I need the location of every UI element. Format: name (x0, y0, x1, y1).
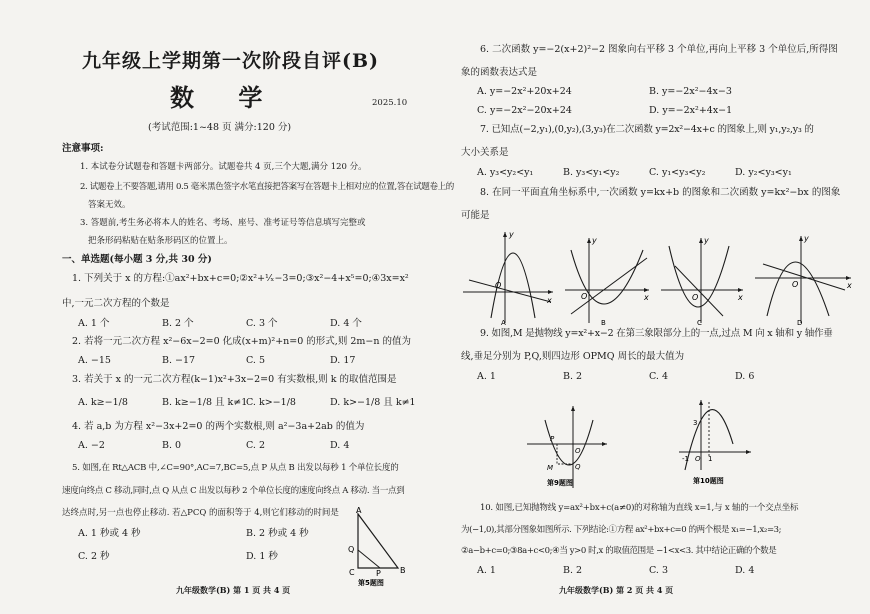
q9-option-b: B. 2 (563, 371, 583, 382)
q4-option-b: B. 0 (162, 440, 182, 451)
q9-option-d: D. 6 (735, 371, 755, 382)
question-6: 6. 二次函数 y=−2(x+2)²−2 图象向右平移 3 个单位,再向上平移 3 个单位后,所得图 (480, 44, 838, 55)
q3-option-a: A. k≥−1/8 (78, 397, 128, 408)
q7-option-c: C. y₁<y₃<y₂ (649, 167, 706, 178)
fig10-label-neg1: -1 (682, 455, 689, 463)
exam-scope: (考试范围:1~48 页 满分:120 分) (148, 122, 292, 133)
q3-option-c: C. k>−1/8 (246, 397, 296, 408)
graph-c-x-label: x (738, 293, 743, 302)
q4-option-c: C. 2 (246, 440, 266, 451)
fig9-label-p: P (550, 435, 555, 443)
graph-d-origin-label: O (792, 280, 799, 289)
fig5-label-c: C (349, 568, 355, 577)
fig5-label-b: B (400, 566, 406, 575)
question-10c: ②a−b+c=0;③8a+c<0;④当 y>0 时,x 的取值范围是 −1<x<3. 其中结论正确的个数是 (461, 546, 777, 556)
q2-option-d: D. 17 (330, 355, 356, 366)
fig9-caption: 第9题图 (547, 479, 573, 487)
q1-option-a: A. 1 个 (78, 318, 110, 329)
q9-option-c: C. 4 (649, 371, 669, 382)
question-5b: 速度向终点 C 移动,同时,点 Q 从点 C 出发以每秒 2 个单位长度的速度向终点 A 移动. 当一点到 (62, 486, 405, 496)
subject-title: 数 学 (170, 83, 281, 112)
graph-b-y-label: y (592, 236, 597, 245)
q10-option-b: B. 2 (563, 565, 583, 576)
notice-2: 2. 试题卷上不要答题,请用 0.5 毫米黑色签字水笔直接把答案写在答题卡上相对应的位置,答在试题卷上的 (80, 182, 454, 192)
question-10: 10. 如图,已知抛物线 y=ax²+bx+c(a≠0)的对称轴为直线 x=1,与 x 轴的一个交点坐标 (480, 503, 799, 513)
fig9-label-o: O (575, 447, 581, 455)
q7-option-a: A. y₃<y₂<y₁ (477, 167, 534, 178)
exam-date: 2025.10 (372, 98, 408, 108)
q6-option-a: A. y=−2x²+20x+24 (477, 86, 572, 97)
graph-c-origin-label: O (692, 293, 699, 302)
graph-d-x-label: x (847, 281, 852, 290)
graph-a (463, 230, 553, 326)
graph-c (661, 236, 743, 326)
fig5-label-a: A (356, 506, 362, 515)
question-6b: 象的函数表达式是 (461, 67, 538, 78)
notice-heading: 注意事项: (62, 143, 104, 154)
question-4: 4. 若 a,b 为方程 x²−3x+2=0 的两个实数根,则 a²−3a+2ab 的值为 (72, 421, 365, 432)
graph-d (755, 234, 852, 326)
graph-c-label: C (697, 319, 702, 326)
question-10b: 为(−1,0),其部分图象如图所示. 下列结论:①方程 ax²+bx+c=0 的两个根是 x₁=−1,x₂=3; (461, 525, 782, 535)
q10-option-d: D. 4 (735, 565, 755, 576)
fig5-label-p: P (376, 569, 381, 578)
q7-option-d: D. y₂<y₃<y₁ (735, 167, 792, 178)
fig9-label-m: M (547, 464, 554, 472)
fig10-label-o: O (695, 455, 701, 463)
figure-5-triangle (340, 504, 410, 594)
question-3: 3. 若关于 x 的一元二次方程(k−1)x²+3x−2=0 有实数根,则 k 的取值范围是 (72, 374, 397, 385)
q5-option-d: D. 1 秒 (246, 551, 278, 562)
question-5: 5. 如图,在 Rt△ACB 中,∠C=90°,AC=7,BC=5,点 P 从点 B 出发以每秒 1 个单位长度的 (72, 463, 399, 473)
q1-option-b: B. 2 个 (162, 318, 194, 329)
figure-10 (675, 394, 765, 494)
graph-a-x-label: x (547, 296, 552, 305)
graph-a-y-label: y (509, 230, 514, 239)
footer-page-2: 九年级数学(B) 第 2 页 共 4 页 (559, 585, 674, 595)
q7-option-b: B. y₃<y₁<y₂ (563, 167, 620, 178)
question-9b: 线,垂足分别为 P,Q,则四边形 OPMQ 周长的最大值为 (461, 351, 685, 362)
question-8b: 可能是 (461, 210, 490, 221)
q1-option-d: D. 4 个 (330, 318, 362, 329)
figure-9 (521, 400, 611, 490)
question-7b: 大小关系是 (461, 147, 509, 158)
q5-option-a: A. 1 秒或 4 秒 (78, 528, 141, 539)
q6-option-d: D. y=−2x²+4x−1 (649, 105, 733, 116)
question-1b: 中,一元二次方程的个数是 (62, 298, 170, 309)
fig5-caption: 第5题图 (358, 579, 384, 587)
graph-b-label: B (601, 319, 606, 326)
fig10-label-3: 3 (693, 419, 698, 427)
fig9-label-q: Q (575, 463, 581, 471)
graph-b-x-label: x (644, 293, 649, 302)
question-2: 2. 若将一元二次方程 x²−6x−2=0 化成(x+m)²+n=0 的形式,则 2m−n 的值为 (72, 336, 411, 347)
notice-2b: 答案无效。 (88, 200, 131, 210)
question-8: 8. 在同一平面直角坐标系中,一次函数 y=kx+b 的图象和二次函数 y=kx²−bx 的图象 (480, 187, 841, 198)
q6-option-b: B. y=−2x²−4x−3 (649, 86, 732, 97)
graph-b-origin-label: O (581, 292, 588, 301)
q5-option-b: B. 2 秒或 4 秒 (246, 528, 309, 539)
q9-option-a: A. 1 (477, 371, 496, 382)
question-7: 7. 已知点(−2,y₁),(0,y₂),(3,y₃)在二次函数 y=2x²−4x+c 的图象上,则 y₁,y₂,y₃ 的 (480, 124, 814, 135)
q4-option-a: A. −2 (78, 440, 105, 451)
question-9: 9. 如图,M 是抛物线 y=x²+x−2 在第三象限部分上的一点,过点 M 向 x 轴和 y 轴作垂 (480, 328, 833, 339)
graph-d-label: D (797, 319, 803, 326)
fig5-label-q: Q (348, 545, 355, 554)
page-2 (435, 0, 870, 614)
graph-d-y-label: y (804, 234, 809, 243)
q3-option-b: B. k≥−1/8 且 k≠1 (162, 397, 248, 408)
question-5c: 达终点时,另一点也停止移动. 若△PCQ 的面积等于 4,则它们移动的时间是 (62, 508, 339, 518)
notice-3b: 把条形码粘贴在贴条形码区的位置上。 (88, 236, 233, 246)
section-heading: 一、单选题(每小题 3 分,共 30 分) (62, 254, 212, 265)
graph-a-origin-label: O (495, 281, 502, 290)
q5-option-c: C. 2 秒 (78, 551, 110, 562)
q6-option-c: C. y=−2x²−20x+24 (477, 105, 572, 116)
q10-option-c: C. 3 (649, 565, 669, 576)
q10-option-a: A. 1 (477, 565, 496, 576)
q2-option-b: B. −17 (162, 355, 196, 366)
notice-1: 1. 本试卷分试题卷和答题卡两部分。试题卷共 4 页,三个大题,满分 120 分。 (80, 162, 367, 172)
graph-a-label: A (501, 319, 506, 326)
q4-option-d: D. 4 (330, 440, 350, 451)
graph-b (565, 236, 649, 326)
question-1: 1. 下列关于 x 的方程:①ax²+bx+c=0;②x²+¹⁄ₓ−3=0;③x²−4+x⁵=0;④3x=x² (72, 273, 409, 284)
q1-option-c: C. 3 个 (246, 318, 278, 329)
q2-option-a: A. −15 (78, 355, 111, 366)
q3-option-d: D. k>−1/8 且 k≠1 (330, 397, 416, 408)
fig10-caption: 第10题图 (693, 477, 724, 485)
graph-c-y-label: y (704, 236, 709, 245)
q2-option-c: C. 5 (246, 355, 266, 366)
footer-page-1: 九年级数学(B) 第 1 页 共 4 页 (176, 585, 291, 595)
exam-title: 九年级上学期第一次阶段自评(B) (82, 50, 380, 72)
notice-3: 3. 答题前,考生务必将本人的姓名、考场、座号、准考证号等信息填写完整或 (80, 218, 366, 228)
fig10-label-1: 1 (708, 455, 713, 463)
question-8-graphs (461, 228, 861, 326)
